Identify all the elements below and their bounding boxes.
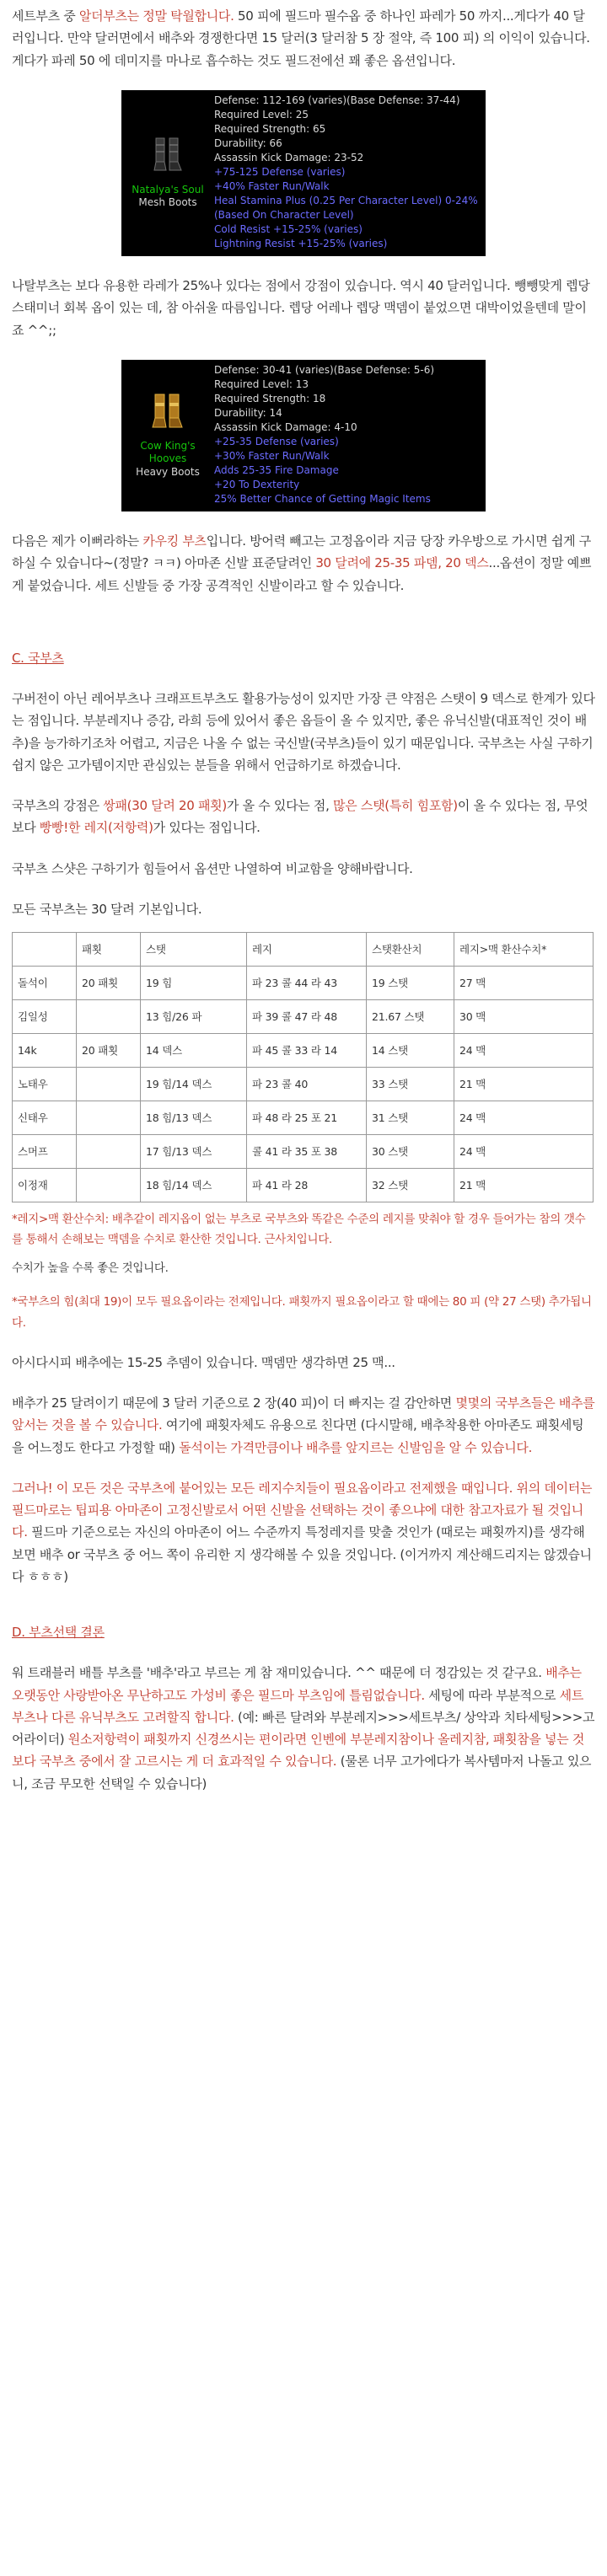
table-cell: 노태우	[13, 1068, 77, 1101]
table-header-cell: 스탯	[141, 933, 247, 967]
boots-comparison-table	[12, 932, 594, 1202]
item-stat-line: +20 To Dexterity	[214, 479, 300, 491]
table-cell: 18 힘/14 덱스	[141, 1169, 247, 1202]
cowking-paragraph	[12, 530, 595, 597]
item-base-type: Heavy Boots	[136, 465, 200, 478]
table-cell: 19 힘/14 덱스	[141, 1068, 247, 1101]
c2-highlight-2: 많은 스탯(특히 힘포함)	[333, 798, 458, 814]
item-tooltip-cow-kings-hooves	[121, 360, 486, 511]
item-stat-line: Required Strength: 18	[214, 392, 326, 404]
item-stat-line: Lightning Resist +15-25% (varies)	[214, 238, 388, 250]
table-row	[13, 967, 594, 1000]
intro-text-1: 세트부츠 중	[12, 8, 79, 24]
table-row	[13, 1101, 594, 1135]
table-cell: 24 맥	[454, 1135, 594, 1169]
item-stat-list	[214, 363, 481, 506]
section-title-d: D. 부츠선택 결론	[12, 1625, 105, 1641]
item-stat-line: Defense: 30-41 (varies)(Base Defense: 5-6)	[214, 363, 435, 376]
item-name: Cow King's Hooves	[140, 439, 196, 465]
item-stat-line: Required Strength: 65	[214, 122, 326, 135]
table-cell: 27 맥	[454, 967, 594, 1000]
cowking-text-1: 다음은 제가 이뻐라하는	[12, 533, 143, 549]
item-stat-line: +75-125 Defense (varies)	[214, 165, 346, 178]
table-cell: 14 스탯	[367, 1034, 454, 1068]
table-header-cell	[13, 933, 77, 967]
table-footnote-1b: 수치가 높을 수록 좋은 것입니다.	[12, 1261, 169, 1275]
table-row	[13, 1169, 594, 1202]
table-cell: 20 패횟	[77, 967, 141, 1000]
d1-highlight-1: 배추는 오랫동안 사랑받아온 무난하고도 가성비 좋은 필드마 부츠임에 틀림없습니다.	[12, 1665, 582, 1703]
however-paragraph	[12, 1477, 595, 1588]
table-cell: 20 패횟	[77, 1034, 141, 1068]
c2-text-4: 가 있다는 점입니다.	[153, 820, 261, 836]
table-header-cell: 패횟	[77, 933, 141, 967]
table-cell: 21.67 스탯	[367, 1000, 454, 1034]
cowking-text-3: ...옵션이 정말 예쁘게 붙었습니다. 세트 신발들 중 가장 공격적인 신발이라고 할 수 있습니다.	[12, 555, 592, 593]
heavy-boots-icon	[150, 391, 185, 431]
c-paragraph-4: 모든 국부츠는 30 달려 기본입니다.	[12, 901, 202, 917]
intro-highlight: 알더부츠는 정말 탁월합니다.	[78, 8, 234, 24]
p6-text: 필드마 기준으로는 자신의 아마존이 어느 수준까지 특정레지를 맞출 것인가 (때로는 패횟까지)를 생각해보면 배추 or 국부츠 중 어느 쪽이 유리한 지 생각해볼 수 있을 것입니다. (이거까지 계산해드리지는 않겠습니다 ㅎㅎㅎ)	[12, 1524, 592, 1584]
c2-text-2: 가 올 수 있다는 점,	[226, 798, 334, 814]
p5-highlight-2: 돌석이는 가격만큼이나 배추를 앞지르는 신발임을 알 수 있습니다.	[179, 1439, 533, 1455]
item-stat-line: +25-35 Defense (varies)	[214, 436, 339, 447]
item-stat-line: Cold Resist +15-25% (varies)	[214, 223, 363, 236]
item-stat-line: 25% Better Chance of Getting Magic Items	[214, 493, 431, 506]
table-cell: 파 23 콜 44 라 43	[247, 967, 367, 1000]
table-footnote-1: *레지>맥 환산수치: 배추같이 레지옵이 없는 부츠로 국부츠와 똑같은 수준의 레지를 맞춰야 할 경우 들어가는 참의 갯수를 통해서 손해보는 맥뎀을 수치로 환산한 것입니다. 근사치입니다.	[12, 1213, 586, 1247]
item-stat-line: Required Level: 13	[214, 378, 309, 390]
mesh-boots-icon	[151, 135, 185, 175]
table-cell	[77, 1169, 141, 1202]
table-cell	[77, 1135, 141, 1169]
cowking-highlight-1: 카우킹 부츠	[142, 533, 207, 549]
c2-text-1: 국부츠의 강점은	[12, 798, 104, 814]
item-tooltip-left	[125, 94, 214, 251]
table-cell: 21 맥	[454, 1068, 594, 1101]
intro-text-2: 50 피에 필드마 필수옵 중 하나인 파레가 50 까지...게다가 40 달러입니다. 만약 달러면에서 배추와 경쟁한다면 15 달러(3 달러참 5 장 절약, 즉 100 피) 의 이익이 있습니다. 게다가 파레 50 에 데미지를 마나로 흡수하는 것도 필드전에선 꽤 좋은 옵션입니다.	[12, 8, 590, 68]
table-footnote-2: *국부츠의 힘(최대 19)이 모두 필요옵이라는 전제입니다. 패횟까지 필요옵이라고 할 때에는 80 피 (약 27 스탯) 추가됩니다.	[12, 1295, 592, 1330]
table-row	[13, 1068, 594, 1101]
table-cell: 19 힘	[141, 967, 247, 1000]
item-stat-line: +40% Faster Run/Walk	[214, 179, 330, 192]
d1-highlight-3: 원소저항력이 패횟까지 신경쓰시는 편이라면 인벤에 부분레지참이나 올레지참, 패횟참을 넣는 것보다 국부츠 중에서 잘 고르시는 게 더 효과적일 수 있습니다.	[12, 1732, 585, 1770]
table-cell: 13 힘/26 파	[141, 1000, 247, 1034]
c-paragraph-1: 구버전이 아닌 레어부츠나 크래프트부츠도 활용가능성이 있지만 가장 큰 약점은 스탯이 9 덱스로 한계가 있다는 점입니다. 부분레지나 증감, 라희 등에 있어서 좋은 옵들이 올 수 있지만, 좋은 유닉신발(대표적인 것이 배추)을 능가하기조차 어렵고, 지금은 나올 수 없는 국신발(국부츠)들이 있기 때문입니다. 국부츠는 사실 구하기 쉽지 않은 고가템이지만 관심있는 분들을 위해서 언급하기로 하겠습니다.	[12, 691, 595, 773]
item-base-type: Mesh Boots	[138, 196, 197, 209]
item-stat-line: Required Level: 25	[214, 108, 309, 120]
table-cell: 21 맥	[454, 1169, 594, 1202]
table-cell: 24 맥	[454, 1101, 594, 1135]
table-cell: 31 스탯	[367, 1101, 454, 1135]
table-cell: 24 맥	[454, 1034, 594, 1068]
table-cell: 신태우	[13, 1101, 77, 1135]
table-cell: 파 45 콜 33 라 14	[247, 1034, 367, 1068]
item-stat-line: Assassin Kick Damage: 4-10	[214, 420, 357, 433]
table-cell: 30 스탯	[367, 1135, 454, 1169]
table-header-cell: 레지	[247, 933, 367, 967]
table-cell: 17 힘/13 덱스	[141, 1135, 247, 1169]
table-cell: 32 스탯	[367, 1169, 454, 1202]
item-stat-line: Heal Stamina Plus (0.25 Per Character Level) 0-24% (Based On Character Level)	[214, 194, 478, 221]
table-cell: 18 힘/13 덱스	[141, 1101, 247, 1135]
item-stat-line: Durability: 66	[214, 137, 282, 149]
table-row	[13, 1000, 594, 1034]
table-cell: 돌석이	[13, 967, 77, 1000]
table-row	[13, 1034, 594, 1068]
item-stat-line: Defense: 112-169 (varies)(Base Defense: 37-44)	[214, 94, 460, 106]
intro-paragraph	[12, 5, 595, 72]
p5-text-2: 여기에 패횟자체도 유용으로 친다면 (다시말해, 배추착용한 아마존도 패횟세팅을 어느정도 한다고 가정할 때)	[12, 1417, 584, 1455]
d1-text-1: 워 트래블러 배틀 부츠를 '배추'라고 부르는 게 참 재미있습니다. ^^ 때문에 더 정감있는 것 같구요.	[12, 1665, 546, 1681]
table-header-row	[13, 933, 594, 967]
natalya-paragraph: 나탈부츠는 보다 유용한 라레가 25%나 있다는 점에서 강점이 있습니다. 역시 40 달러입니다. 뺑뺑맞게 렙당 스태미너 회복 옵이 있는 데, 참 아쉬울 따름입니다. 렙당 어레나 렙당 맥뎀이 붙었으면 대박이었을텐데 말이죠 ^^;;	[12, 278, 590, 338]
c-paragraph-2	[12, 795, 595, 839]
table-header-cell: 스탯환산치	[367, 933, 454, 967]
item-stat-line: Assassin Kick Damage: 23-52	[214, 151, 364, 163]
table-header-cell: 레지>맥 환산수치*	[454, 933, 594, 967]
item-tooltip-natalyas-soul	[121, 90, 486, 256]
table-cell: 14 덱스	[141, 1034, 247, 1068]
item-stat-line: Adds 25-35 Fire Damage	[214, 464, 339, 477]
p6-highlight: 그러나! 이 모든 것은 국부츠에 붙어있는 모든 레지수치들이 필요옵이라고 전제했을 때입니다. 위의 데이터는 필드마로는 팁피용 아마존이 고정신발로서 어떤 신발을 선택하는 것이 좋으냐에 대한 참고자료가 될 것입니다.	[12, 1480, 593, 1540]
c-paragraph-3: 국부츠 스샷은 구하기가 힘들어서 옵션만 나열하여 비교함을 양해바랍니다.	[12, 860, 413, 876]
c2-highlight-1: 쌍패(30 달려 20 패횟)	[103, 798, 227, 814]
bachu-paragraph-2	[12, 1392, 595, 1459]
table-cell	[77, 1068, 141, 1101]
p5-highlight-1: 몇몇의 국부츠들은 배추를 앞서는 것을 볼 수 있습니다.	[12, 1395, 595, 1433]
c2-text-3: 이 올 수 있다는 점, 무엇보다	[12, 798, 588, 836]
conclusion-paragraph	[12, 1662, 595, 1795]
d1-highlight-2: 세트부츠나 다른 유닉부츠도 고려할직 합니다.	[12, 1687, 584, 1725]
bachu-paragraph-1: 아시다시피 배추에는 15-25 추뎀이 있습니다. 맥뎀만 생각하면 25 맥...	[12, 1354, 395, 1370]
table-row	[13, 1135, 594, 1169]
table-cell: 스머프	[13, 1135, 77, 1169]
table-cell: 30 맥	[454, 1000, 594, 1034]
table-cell	[77, 1101, 141, 1135]
table-cell: 파 23 콜 40	[247, 1068, 367, 1101]
c2-highlight-3: 빵빵!한 레지(저항력)	[39, 820, 153, 836]
cowking-text-2: 입니다. 방어력 빼고는 고정옵이라 지금 당장 카우방으로 가시면 쉽게 구하실 수 있습니다~(정말? ㅋㅋ) 아마존 신발 표준달려인	[12, 533, 591, 571]
d1-text-4: (물론 너무 고가에다가 복사템마저 나돌고 있으니, 조금 무모한 선택일 수 있습니다)	[12, 1754, 592, 1791]
section-title-c: C. 국부츠	[12, 650, 64, 666]
item-name: Natalya's Soul	[132, 183, 204, 195]
table-cell: 19 스탯	[367, 967, 454, 1000]
table-cell: 33 스탯	[367, 1068, 454, 1101]
table-cell: 콜 41 라 35 포 38	[247, 1135, 367, 1169]
table-cell: 김일성	[13, 1000, 77, 1034]
item-stat-list	[214, 94, 481, 251]
item-stat-line: Durability: 14	[214, 406, 282, 419]
item-tooltip-left	[125, 363, 214, 506]
p5-text-1: 배추가 25 달려이기 때문에 3 달러 기준으로 2 장(40 피)이 더 빠지는 걸 감안하면	[12, 1395, 456, 1411]
table-cell: 파 39 콜 47 라 48	[247, 1000, 367, 1034]
table-cell: 이정재	[13, 1169, 77, 1202]
d1-text-2: 세팅에 따라 부분적으로	[424, 1687, 560, 1703]
cowking-highlight-2: 30 달려에 25-35 파뎀, 20 덱스	[315, 555, 489, 571]
item-stat-line: +30% Faster Run/Walk	[214, 450, 330, 463]
table-cell: 파 41 라 28	[247, 1169, 367, 1202]
d1-text-3: (예: 빠른 달려와 부분레지>>>세트부츠/ 상악과 치타세팅>>>고어라이더)	[12, 1709, 595, 1748]
table-cell: 14k	[13, 1034, 77, 1068]
table-cell: 파 48 라 25 포 21	[247, 1101, 367, 1135]
table-cell	[77, 1000, 141, 1034]
